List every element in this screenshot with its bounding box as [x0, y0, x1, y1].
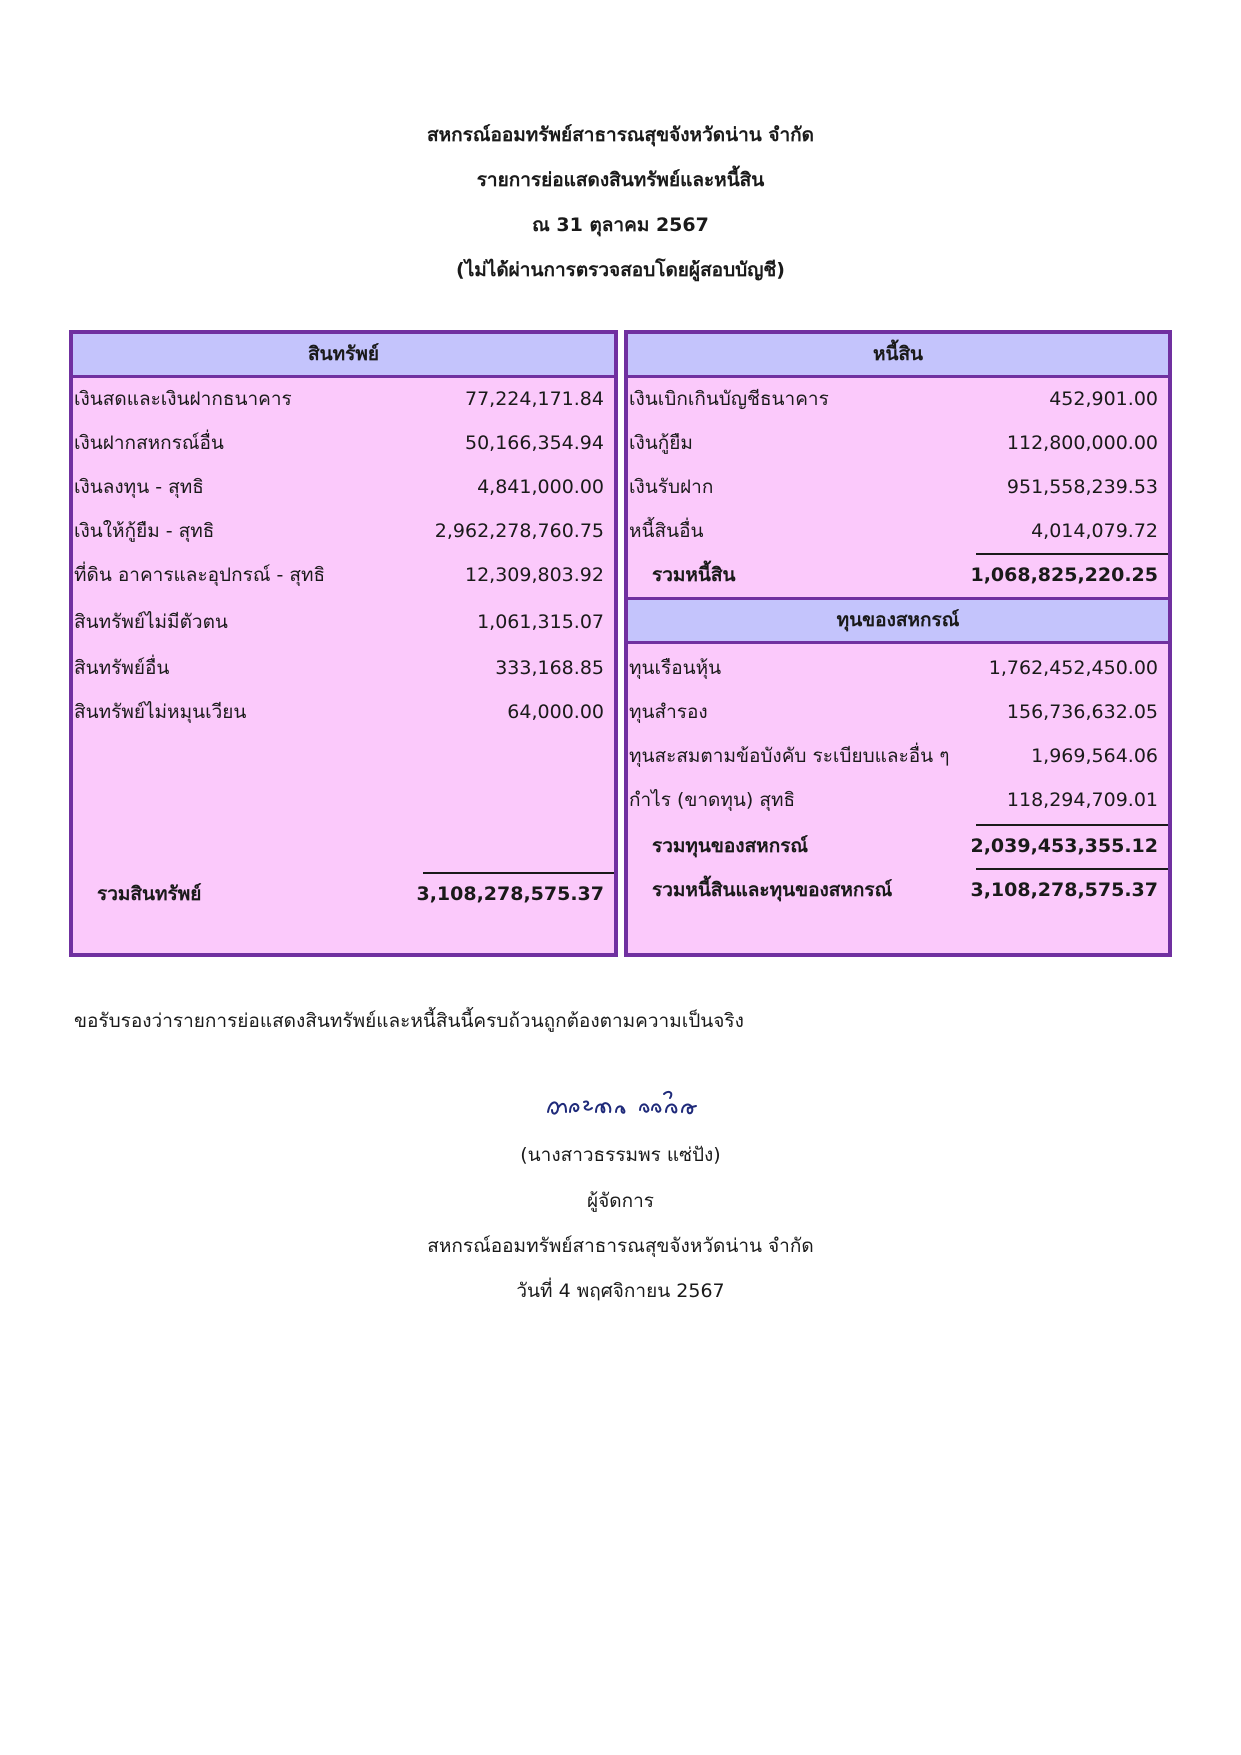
liability-value: 452,901.00 — [1049, 388, 1158, 410]
asset-row — [73, 600, 614, 644]
assets-total-row — [73, 872, 614, 916]
equity-value: 1,969,564.06 — [1031, 745, 1158, 767]
equity-value: 156,736,632.05 — [1006, 701, 1158, 723]
equity-label: ทุนสะสมตามข้อบังคับ ระเบียบและอื่น ๆ — [629, 745, 950, 767]
liability-label: เงินเบิกเกินบัญชีธนาคาร — [629, 388, 829, 410]
org-name: สหกรณ์ออมทรัพย์สาธารณสุขจังหวัดน่าน จำกัด — [427, 124, 814, 146]
asset-value: 4,841,000.00 — [477, 476, 604, 498]
signer-name: (นางสาวธรรมพร แซ่ปัง) — [520, 1144, 721, 1166]
signer-org: สหกรณ์ออมทรัพย์สาธารณสุขจังหวัดน่าน จำกัด — [427, 1235, 814, 1257]
liability-value: 112,800,000.00 — [1006, 432, 1158, 454]
assets-total-label: รวมสินทรัพย์ — [97, 883, 202, 905]
equity-total-label: รวมทุนของสหกรณ์ — [652, 835, 809, 857]
asset-row — [73, 421, 614, 465]
asset-label: ที่ดิน อาคารและอุปกรณ์ - สุทธิ — [74, 564, 326, 586]
asset-row — [73, 553, 614, 597]
asset-label: เงินลงทุน - สุทธิ — [74, 476, 204, 498]
asset-value: 50,166,354.94 — [464, 432, 604, 454]
asset-row — [73, 509, 614, 553]
assets-panel — [69, 330, 618, 957]
signature — [544, 1078, 704, 1132]
asset-label: เงินสดและเงินฝากธนาคาร — [74, 388, 292, 410]
asset-value: 64,000.00 — [507, 701, 604, 723]
grand-total-value: 3,108,278,575.37 — [970, 879, 1158, 901]
equity-row — [628, 646, 1168, 690]
equity-total-value: 2,039,453,355.12 — [970, 835, 1158, 857]
certification-text: ขอรับรองว่ารายการย่อแสดงสินทรัพย์และหนี้สินนี้ครบถ้วนถูกต้องตามความเป็นจริง — [74, 1010, 744, 1032]
grand-total-label: รวมหนี้สินและทุนของสหกรณ์ — [652, 879, 893, 901]
liability-row — [628, 509, 1168, 553]
equity-row — [628, 690, 1168, 734]
asset-label: สินทรัพย์ไม่มีตัวตน — [74, 611, 228, 633]
liability-label: เงินกู้ยืม — [629, 432, 693, 454]
asset-value: 12,309,803.92 — [464, 564, 604, 586]
equity-label: ทุนเรือนหุ้น — [629, 657, 722, 679]
asset-row — [73, 646, 614, 690]
asset-value: 1,061,315.07 — [477, 611, 604, 633]
audit-note: (ไม่ได้ผ่านการตรวจสอบโดยผู้สอบบัญชี) — [456, 259, 785, 281]
liabilities-total-row — [628, 553, 1168, 597]
assets-total-value: 3,108,278,575.37 — [416, 883, 604, 905]
asset-label: สินทรัพย์ไม่หมุนเวียน — [74, 701, 247, 723]
liability-value: 4,014,079.72 — [1031, 520, 1158, 542]
grand-total-row — [628, 868, 1168, 912]
asset-label: เงินให้กู้ยืม - สุทธิ — [74, 520, 215, 542]
asset-row — [73, 465, 614, 509]
asset-label: สินทรัพย์อื่น — [74, 657, 170, 679]
liability-value: 951,558,239.53 — [1006, 476, 1158, 498]
equity-total-row — [628, 824, 1168, 868]
asset-row — [73, 690, 614, 734]
asset-label: เงินฝากสหกรณ์อื่น — [74, 432, 224, 454]
equity-label: กำไร (ขาดทุน) สุทธิ — [629, 789, 796, 811]
assets-heading: สินทรัพย์ — [73, 334, 614, 378]
asset-value: 2,962,278,760.75 — [434, 520, 604, 542]
report-title: รายการย่อแสดงสินทรัพย์และหนี้สิน — [476, 169, 765, 191]
equity-value: 118,294,709.01 — [1006, 789, 1158, 811]
liability-label: เงินรับฝาก — [629, 476, 714, 498]
equity-value: 1,762,452,450.00 — [988, 657, 1158, 679]
equity-row — [628, 778, 1168, 822]
liability-row — [628, 377, 1168, 421]
signing-date: วันที่ 4 พฤศจิกายน 2567 — [516, 1280, 725, 1302]
signature-drawing — [544, 1078, 704, 1128]
liabilities-heading: หนี้สิน — [628, 334, 1168, 378]
asset-row — [73, 377, 614, 421]
liability-row — [628, 421, 1168, 465]
equity-row — [628, 734, 1168, 778]
equity-heading: ทุนของสหกรณ์ — [628, 597, 1168, 644]
liabilities-equity-panel — [624, 330, 1172, 957]
liabilities-total-value: 1,068,825,220.25 — [970, 564, 1158, 586]
equity-label: ทุนสำรอง — [629, 701, 708, 723]
asset-value: 77,224,171.84 — [464, 388, 604, 410]
liability-label: หนี้สินอื่น — [629, 520, 704, 542]
liabilities-total-label: รวมหนี้สิน — [652, 564, 736, 586]
asset-value: 333,168.85 — [495, 657, 604, 679]
signer-position: ผู้จัดการ — [587, 1190, 654, 1212]
liability-row — [628, 465, 1168, 509]
report-date: ณ 31 ตุลาคม 2567 — [532, 214, 709, 236]
